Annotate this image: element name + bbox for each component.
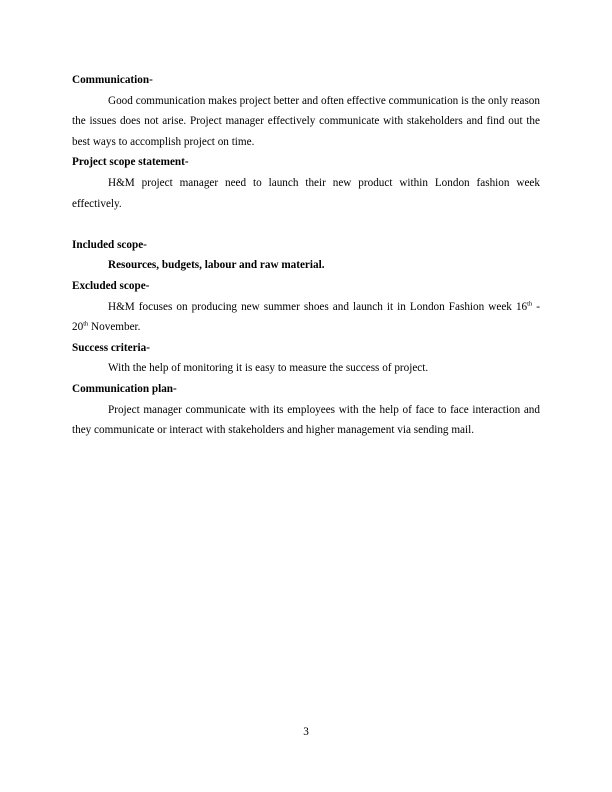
section-body-included-scope: Resources, budgets, labour and raw material.	[108, 259, 325, 272]
page-content	[72, 70, 540, 441]
section-heading-communication-plan: Communication plan-	[72, 382, 177, 395]
section-success-criteria	[72, 338, 540, 379]
section-heading-scope-statement: Project scope statement-	[72, 156, 189, 169]
section-heading-included-scope: Included scope-	[72, 238, 147, 251]
section-heading-success-criteria: Success criteria-	[72, 341, 150, 354]
date-tail: November.	[88, 321, 141, 334]
section-included-scope	[72, 235, 540, 276]
date-start-suffix: th	[527, 299, 533, 307]
blank-line	[72, 214, 540, 235]
section-body-communication-plan: Project manager communicate with its employees with the help of face to face interaction and they communicate or interact with stakeholders and higher management via sending mail.	[72, 403, 540, 437]
section-body-excluded-scope	[72, 297, 540, 338]
excluded-scope-text: H&M focuses on producing new summer shoes and launch it in London Fashion week 16	[108, 300, 528, 313]
date-end-suffix: th	[83, 320, 89, 328]
section-body-success-criteria: With the help of monitoring it is easy to measure the success of project.	[108, 362, 429, 375]
section-heading-communication: Communication-	[72, 74, 153, 86]
section-heading-excluded-scope: Excluded scope-	[72, 279, 150, 292]
page-number: 3	[303, 726, 309, 738]
section-scope-statement	[72, 152, 540, 214]
section-communication	[72, 70, 540, 152]
section-body-scope-statement: H&M project manager need to launch their new product within London fashion week effectively.	[72, 176, 540, 210]
section-excluded-scope	[72, 276, 540, 338]
date-separator: - 20	[72, 300, 540, 334]
section-communication-plan	[72, 379, 540, 441]
section-body-communication: Good communication makes project better and often effective communication is the only reason the issues does not arise. Project manager effectively communicate with stakeholders and find out the best ways to accomplish project on time.	[72, 94, 540, 148]
